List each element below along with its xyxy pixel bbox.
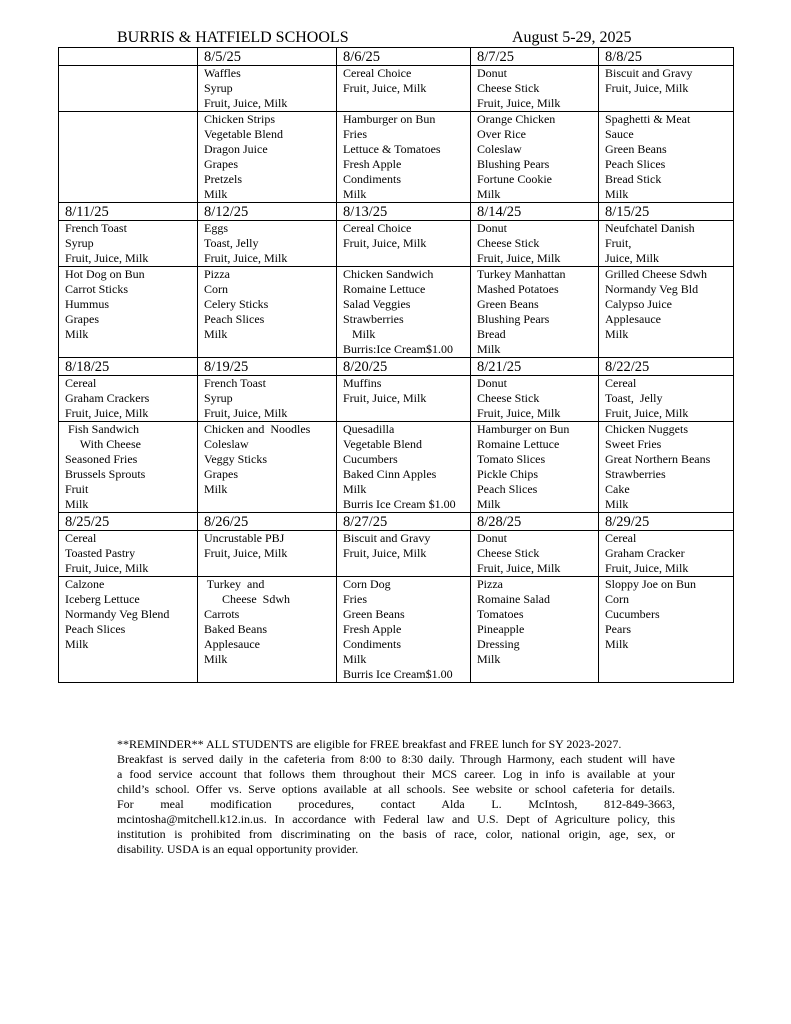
date-cell: 8/25/25 bbox=[59, 513, 198, 531]
menu-item: Applesauce bbox=[204, 637, 260, 651]
menu-item: Milk bbox=[477, 652, 501, 666]
menu-item: Hummus bbox=[65, 297, 110, 311]
menu-item: Bread Stick bbox=[605, 172, 662, 186]
menu-item: Cereal bbox=[605, 531, 637, 545]
menu-item: Fruit, Juice, Milk bbox=[65, 406, 149, 420]
menu-item: Fries bbox=[343, 127, 367, 141]
menu-item: Cake bbox=[605, 482, 630, 496]
menu-item: Pretzels bbox=[204, 172, 242, 186]
menu-item: Great Northern Beans bbox=[605, 452, 711, 466]
breakfast-cell bbox=[599, 376, 734, 422]
menu-item: Romaine Lettuce bbox=[343, 282, 426, 296]
menu-item: Condiments bbox=[343, 637, 402, 651]
menu-item: Milk bbox=[65, 327, 89, 341]
menu-item: Milk bbox=[204, 652, 228, 666]
menu-item: Fish Sandwich bbox=[65, 422, 140, 436]
menu-item: Fruit, Juice, Milk bbox=[343, 81, 427, 95]
week-date-row bbox=[59, 358, 734, 376]
menu-item: Fortune Cookie bbox=[477, 172, 552, 186]
menu-item: With Cheese bbox=[65, 437, 141, 451]
menu-item: Grapes bbox=[65, 312, 99, 326]
menu-item: Romaine Lettuce bbox=[477, 437, 560, 451]
lunch-cell bbox=[198, 422, 337, 513]
date-cell: 8/12/25 bbox=[198, 203, 337, 221]
menu-item: Milk bbox=[605, 187, 629, 201]
menu-item: Tomato Slices bbox=[477, 452, 546, 466]
menu-item: Cereal Choice bbox=[343, 66, 412, 80]
date-cell: 8/8/25 bbox=[599, 48, 734, 66]
date-cell: 8/5/25 bbox=[198, 48, 337, 66]
menu-item: Fruit, Juice, Milk bbox=[343, 546, 427, 560]
menu-item: Grapes bbox=[204, 157, 238, 171]
menu-item: Corn bbox=[204, 282, 228, 296]
breakfast-cell bbox=[198, 221, 337, 267]
date-cell: 8/28/25 bbox=[471, 513, 599, 531]
menu-item: Syrup bbox=[204, 391, 233, 405]
menu-item: Vegetable Blend bbox=[343, 437, 422, 451]
menu-item: Grapes bbox=[204, 467, 238, 481]
menu-item: Milk bbox=[477, 497, 501, 511]
breakfast-cell bbox=[599, 66, 734, 112]
date-cell: 8/21/25 bbox=[471, 358, 599, 376]
notice-line: For meal modification procedures, contact Alda L. McIntosh, 812-849-3663, bbox=[117, 797, 675, 811]
menu-item: Romaine Salad bbox=[477, 592, 550, 606]
breakfast-cell bbox=[599, 531, 734, 577]
menu-item: Green Beans bbox=[605, 142, 667, 156]
menu-item: Fruit bbox=[65, 482, 89, 496]
school-name: BURRIS & HATFIELD SCHOOLS bbox=[117, 29, 349, 46]
menu-item: Milk bbox=[343, 652, 367, 666]
menu-item: Milk bbox=[477, 187, 501, 201]
menu-item: Grilled Cheese Sdwh bbox=[605, 267, 707, 281]
lunch-cell bbox=[599, 112, 734, 203]
menu-item: Cereal Choice bbox=[343, 221, 412, 235]
menu-item: Fruit, Juice, Milk bbox=[477, 251, 561, 265]
menu-item: Coleslaw bbox=[477, 142, 522, 156]
menu-item: Fruit, Juice, Milk bbox=[477, 96, 561, 110]
breakfast-row bbox=[59, 221, 734, 267]
menu-item: Peach Slices bbox=[605, 157, 666, 171]
menu-item: Hamburger on Bun bbox=[477, 422, 570, 436]
notice-line: a food service account that follows them throughout their MCS career. Log in info is available at your bbox=[117, 767, 675, 781]
menu-item: Sauce bbox=[605, 127, 634, 141]
date-cell: 8/14/25 bbox=[471, 203, 599, 221]
menu-item: Milk bbox=[605, 497, 629, 511]
menu-item: Normandy Veg Blend bbox=[65, 607, 170, 621]
breakfast-row bbox=[59, 531, 734, 577]
lunch-cell bbox=[198, 112, 337, 203]
menu-item: Cheese Stick bbox=[477, 391, 540, 405]
menu-item: Chicken Nuggets bbox=[605, 422, 688, 436]
week-date-row bbox=[59, 48, 734, 66]
menu-item: Normandy Veg Bld bbox=[605, 282, 699, 296]
menu-item: Fresh Apple bbox=[343, 622, 402, 636]
breakfast-cell bbox=[471, 376, 599, 422]
menu-item: Milk bbox=[605, 637, 629, 651]
menu-item: Baked Cinn Apples bbox=[343, 467, 437, 481]
date-cell: 8/22/25 bbox=[599, 358, 734, 376]
notice-line: disability. USDA is an equal opportunity provider. bbox=[117, 842, 359, 856]
menu-item: Cucumbers bbox=[343, 452, 398, 466]
menu-item: Fruit, Juice, Milk bbox=[343, 236, 427, 250]
menu-item: Hamburger on Bun bbox=[343, 112, 436, 126]
breakfast-cell bbox=[59, 531, 198, 577]
lunch-cell bbox=[471, 577, 599, 683]
menu-item: Cheese Stick bbox=[477, 546, 540, 560]
menu-item: French Toast bbox=[204, 376, 266, 390]
date-cell: 8/15/25 bbox=[599, 203, 734, 221]
breakfast-cell bbox=[59, 221, 198, 267]
breakfast-cell bbox=[337, 376, 471, 422]
menu-item: Pickle Chips bbox=[477, 467, 539, 481]
menu-item: Syrup bbox=[204, 81, 233, 95]
menu-item: Fruit, Juice, Milk bbox=[65, 561, 149, 575]
menu-item: Brussels Sprouts bbox=[65, 467, 146, 481]
menu-item: Cheese Sdwh bbox=[204, 592, 290, 606]
lunch-cell bbox=[471, 112, 599, 203]
menu-item: Fruit, Juice, Milk bbox=[343, 391, 427, 405]
menu-item: Green Beans bbox=[477, 297, 539, 311]
menu-item: Milk bbox=[204, 327, 228, 341]
menu-item: Cheese Stick bbox=[477, 236, 540, 250]
menu-item: Milk bbox=[343, 482, 367, 496]
week-date-row bbox=[59, 513, 734, 531]
date-cell: 8/29/25 bbox=[599, 513, 734, 531]
menu-item: Sloppy Joe on Bun bbox=[605, 577, 697, 591]
menu-item: Blushing Pears bbox=[477, 157, 550, 171]
lunch-row bbox=[59, 577, 734, 683]
menu-item: Uncrustable PBJ bbox=[204, 531, 285, 545]
date-cell: 8/11/25 bbox=[59, 203, 198, 221]
menu-item: Seasoned Fries bbox=[65, 452, 138, 466]
menu-item: Fruit, Juice, Milk bbox=[204, 406, 288, 420]
lunch-cell bbox=[471, 422, 599, 513]
menu-item: Biscuit and Gravy bbox=[605, 66, 693, 80]
menu-item: Carrot Sticks bbox=[65, 282, 128, 296]
menu-item: Quesadilla bbox=[343, 422, 395, 436]
menu-item: Cheese Stick bbox=[477, 81, 540, 95]
menu-item: Tomatoes bbox=[477, 607, 524, 621]
menu-item: Waffles bbox=[204, 66, 241, 80]
menu-item: Fruit, bbox=[605, 236, 632, 250]
lunch-cell bbox=[599, 422, 734, 513]
menu-item: French Toast bbox=[65, 221, 127, 235]
menu-item: Pizza bbox=[204, 267, 230, 281]
notice-line: mcintosha@mitchell.k12.in.us. In accordance with Federal law and U.S. Dept of Agriculture policy, this bbox=[117, 812, 675, 826]
menu-item: Fruit, Juice, Milk bbox=[204, 96, 288, 110]
lunch-cell bbox=[471, 267, 599, 358]
menu-item: Milk bbox=[343, 187, 367, 201]
date-cell bbox=[59, 48, 198, 66]
menu-item: Dressing bbox=[477, 637, 520, 651]
menu-item: Biscuit and Gravy bbox=[343, 531, 431, 545]
date-cell: 8/20/25 bbox=[337, 358, 471, 376]
menu-item: Cucumbers bbox=[605, 607, 660, 621]
menu-item: Eggs bbox=[204, 221, 228, 235]
breakfast-cell bbox=[337, 66, 471, 112]
notice-line: child’s school. Offer vs. Serve options available at all schools. See website or school cafeteria for details. bbox=[117, 782, 675, 796]
breakfast-cell bbox=[471, 66, 599, 112]
menu-item: Juice, Milk bbox=[605, 251, 659, 265]
menu-item: Pears bbox=[605, 622, 631, 636]
breakfast-row bbox=[59, 376, 734, 422]
menu-item: Dragon Juice bbox=[204, 142, 268, 156]
menu-item: Donut bbox=[477, 66, 507, 80]
date-cell: 8/13/25 bbox=[337, 203, 471, 221]
lunch-cell bbox=[59, 577, 198, 683]
menu-item: Blushing Pears bbox=[477, 312, 550, 326]
week-date-row bbox=[59, 203, 734, 221]
menu-item: Mashed Potatoes bbox=[477, 282, 559, 296]
breakfast-cell bbox=[599, 221, 734, 267]
menu-item: Pineapple bbox=[477, 622, 525, 636]
menu-item: Strawberries bbox=[605, 467, 666, 481]
menu-item: Lettuce & Tomatoes bbox=[343, 142, 441, 156]
menu-item: Pizza bbox=[477, 577, 503, 591]
menu-item: Burris Ice Cream$1.00 bbox=[343, 667, 453, 681]
date-cell: 8/7/25 bbox=[471, 48, 599, 66]
menu-item: Chicken and Noodles bbox=[204, 422, 311, 436]
menu-item: Chicken Sandwich bbox=[343, 267, 434, 281]
menu-item: Cereal bbox=[605, 376, 637, 390]
date-cell: 8/6/25 bbox=[337, 48, 471, 66]
menu-item: Milk bbox=[605, 327, 629, 341]
menu-item: Milk bbox=[65, 497, 89, 511]
breakfast-cell bbox=[337, 531, 471, 577]
menu-item: Orange Chicken bbox=[477, 112, 556, 126]
date-cell: 8/27/25 bbox=[337, 513, 471, 531]
lunch-cell bbox=[337, 112, 471, 203]
menu-item: Fruit, Juice, Milk bbox=[65, 251, 149, 265]
menu-item: Milk bbox=[204, 187, 228, 201]
date-range: August 5-29, 2025 bbox=[512, 29, 632, 46]
menu-item: Peach Slices bbox=[477, 482, 538, 496]
menu-item: Burris Ice Cream $1.00 bbox=[343, 497, 456, 511]
lunch-cell bbox=[59, 267, 198, 358]
lunch-cell bbox=[599, 577, 734, 683]
breakfast-cell bbox=[198, 531, 337, 577]
breakfast-row bbox=[59, 66, 734, 112]
menu-item: Donut bbox=[477, 221, 507, 235]
menu-item: Hot Dog on Bun bbox=[65, 267, 145, 281]
menu-table bbox=[58, 47, 734, 683]
menu-item: Fruit, Juice, Milk bbox=[204, 251, 288, 265]
menu-item: Fresh Apple bbox=[343, 157, 402, 171]
menu-item: Coleslaw bbox=[204, 437, 249, 451]
page-header bbox=[117, 29, 657, 49]
menu-item: Milk bbox=[204, 482, 228, 496]
notice-line: institution is prohibited from discriminating on the basis of race, color, national origin, age, sex, or bbox=[117, 827, 675, 841]
menu-item: Syrup bbox=[65, 236, 94, 250]
date-cell: 8/19/25 bbox=[198, 358, 337, 376]
notice-line: **REMINDER** ALL STUDENTS are eligible for FREE breakfast and FREE lunch for SY 2023-2027. bbox=[117, 737, 622, 751]
menu-item: Fruit, Juice, Milk bbox=[605, 81, 689, 95]
menu-item: Salad Veggies bbox=[343, 297, 411, 311]
breakfast-cell bbox=[198, 376, 337, 422]
menu-item: Donut bbox=[477, 531, 507, 545]
menu-item: Milk bbox=[65, 637, 89, 651]
menu-item: Iceberg Lettuce bbox=[65, 592, 140, 606]
reminder-notice bbox=[117, 737, 675, 857]
breakfast-cell bbox=[471, 531, 599, 577]
menu-item: Fruit, Juice, Milk bbox=[204, 546, 288, 560]
menu-item: Bread bbox=[477, 327, 506, 341]
lunch-cell bbox=[337, 267, 471, 358]
menu-item: Fruit, Juice, Milk bbox=[605, 561, 689, 575]
breakfast-cell bbox=[198, 66, 337, 112]
menu-item: Strawberries bbox=[343, 312, 404, 326]
date-cell: 8/26/25 bbox=[198, 513, 337, 531]
menu-item: Fruit, Juice, Milk bbox=[605, 406, 689, 420]
lunch-cell bbox=[337, 577, 471, 683]
menu-item: Toast, Jelly bbox=[605, 391, 663, 405]
menu-item: Calypso Juice bbox=[605, 297, 672, 311]
menu-item: Graham Crackers bbox=[65, 391, 150, 405]
menu-item: Corn bbox=[605, 592, 629, 606]
breakfast-cell bbox=[337, 221, 471, 267]
menu-item: Green Beans bbox=[343, 607, 405, 621]
menu-item: Burris:Ice Cream$1.00 bbox=[343, 342, 453, 356]
breakfast-cell bbox=[59, 66, 198, 112]
menu-item: Peach Slices bbox=[65, 622, 126, 636]
lunch-row bbox=[59, 112, 734, 203]
menu-item: Celery Sticks bbox=[204, 297, 269, 311]
menu-item: Graham Cracker bbox=[605, 546, 685, 560]
menu-item: Turkey and bbox=[204, 577, 265, 591]
menu-item: Fries bbox=[343, 592, 367, 606]
notice-line: Breakfast is served daily in the cafeteria from 8:00 to 8:30 daily. Through Harmony, each student will have bbox=[117, 752, 675, 766]
menu-item: Peach Slices bbox=[204, 312, 265, 326]
menu-item: Milk bbox=[343, 327, 376, 341]
menu-item: Donut bbox=[477, 376, 507, 390]
menu-item: Cereal bbox=[65, 376, 97, 390]
menu-item: Condiments bbox=[343, 172, 402, 186]
menu-item: Baked Beans bbox=[204, 622, 267, 636]
date-cell: 8/18/25 bbox=[59, 358, 198, 376]
menu-item: Muffins bbox=[343, 376, 382, 390]
lunch-cell bbox=[198, 577, 337, 683]
menu-item: Veggy Sticks bbox=[204, 452, 267, 466]
lunch-cell bbox=[59, 422, 198, 513]
menu-item: Milk bbox=[477, 342, 501, 356]
lunch-cell bbox=[198, 267, 337, 358]
breakfast-cell bbox=[59, 376, 198, 422]
menu-item: Neufchatel Danish bbox=[605, 221, 695, 235]
menu-item: Fruit, Juice, Milk bbox=[477, 561, 561, 575]
lunch-row bbox=[59, 267, 734, 358]
lunch-cell bbox=[337, 422, 471, 513]
lunch-cell bbox=[599, 267, 734, 358]
menu-item: Carrots bbox=[204, 607, 240, 621]
menu-item: Fruit, Juice, Milk bbox=[477, 406, 561, 420]
menu-item: Turkey Manhattan bbox=[477, 267, 566, 281]
lunch-row bbox=[59, 422, 734, 513]
menu-item: Vegetable Blend bbox=[204, 127, 283, 141]
menu-item: Chicken Strips bbox=[204, 112, 275, 126]
menu-item: Spaghetti & Meat bbox=[605, 112, 691, 126]
menu-item: Corn Dog bbox=[343, 577, 391, 591]
menu-item: Toasted Pastry bbox=[65, 546, 136, 560]
lunch-cell bbox=[59, 112, 198, 203]
menu-item: Over Rice bbox=[477, 127, 526, 141]
menu-item: Calzone bbox=[65, 577, 105, 591]
menu-item: Applesauce bbox=[605, 312, 661, 326]
breakfast-cell bbox=[471, 221, 599, 267]
menu-item: Cereal bbox=[65, 531, 97, 545]
menu-item: Sweet Fries bbox=[605, 437, 662, 451]
menu-item: Toast, Jelly bbox=[204, 236, 259, 250]
